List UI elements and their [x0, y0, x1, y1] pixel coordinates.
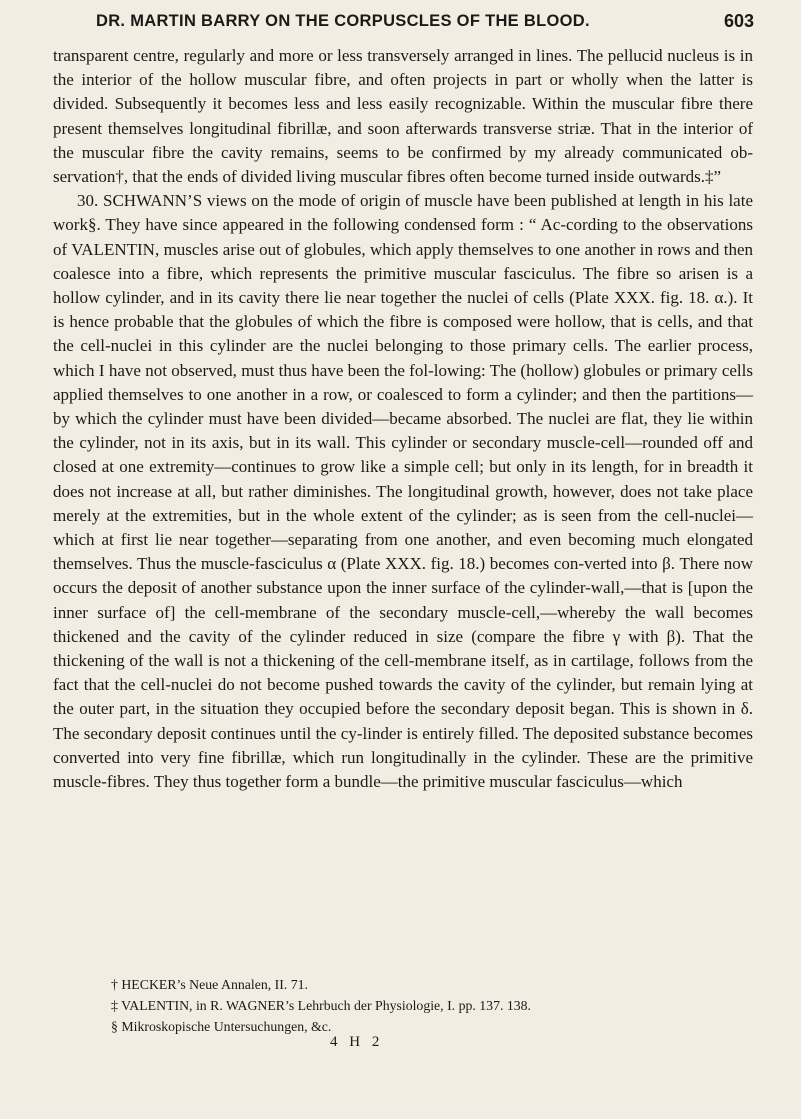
- signature-mark: 4 H 2: [330, 1034, 384, 1050]
- footnote-dagger: † HECKER’s Neue Annalen, II. 71.: [111, 977, 308, 992]
- footnote-double-dagger: ‡ VALENTIN, in R. WAGNER’s Lehrbuch der Physiologie, I. pp. 137. 138.: [111, 998, 532, 1013]
- running-title: DR. MARTIN BARRY ON THE CORPUSCLES OF THE BLOOD.: [96, 12, 590, 30]
- paragraph-section-30: 30. SCHWANN’S views on the mode of origin of muscle have been published at length in his late work§. They have since appeared in the following condensed form : “ Ac-cording to the observations of VALENTIN, muscles arise out of globules, which apply themselves to one another in rows and then coalesce into a fibre, which represents the primitive muscular fasciculus. The fibre so arisen is a hollow cylinder, and in its cavity there lie near together the nuclei of cells (Plate XXX. fig. 18. α.). It is hence probable that the globules of which the fibre is composed were hollow, that is cells, and that the cell-nuclei in this cylinder are the nuclei belonging to those primary cells. The earlier process, which I have not observed, must thus have been the fol-lowing: The (hollow) globules or primary cells applied themselves to one another in a row, or coalesced to form a cylinder; and then the partitions—by which the cylinder must have been divided—became absorbed. The nuclei are flat, they lie within the cylinder, not in its axis, but in its wall. This cylinder or secondary muscle-cell—rounded off and closed at one extremity—continues to grow like a simple cell; but only in its length, for in breadth it does not increase at all, but rather diminishes. The longitudinal growth, however, does not take place merely at the extremities, but in the whole extent of the cylinder; as is seen from the cell-nuclei—which at first lie near together—separating from one another, and even becoming much elongated themselves. Thus the muscle-fasciculus α (Plate XXX. fig. 18.) becomes con-verted into β. There now occurs the deposit of another substance upon the inner surface of the cylinder-wall,—that is [upon the inner surface of] the cell-membrane of the secondary muscle-cell,—whereby the wall becomes thickened and the cavity of the cylinder reduced in size (compare the fibre γ with β). That the thickening of the wall is not a thickening of the cell-membrane itself, as in cartilage, follows from the fact that the cell-nuclei do not become pushed towards the cavity of the cylinder, but remain lying at the outer part, in the situation they occupied before the secondary deposit began. This is shown in δ. The secondary deposit continues until the cy-linder is entirely filled. The deposited substance becomes converted into very fine fibrillæ, which run longitudinally in the cylinder. These are the primitive muscle-fibres. They thus together form a bundle—the primitive muscular fasciculus—which: [53, 191, 753, 792]
- page-number: 603: [723, 11, 754, 31]
- page-header: [84, 10, 754, 34]
- paragraph-continued: transparent centre, regularly and more or less transversely arranged in lines. The pellucid nucleus is in the interior of the hollow muscular fibre, and often projects in part or wholly when the latter is divided. Subsequently it becomes less and less easily recognizable. Within the muscular fibre there present themselves longitudinal fibrillæ, and soon afterwards transverse striæ. That in the interior of the muscular fibre the cavity remains, seems to be confirmed by my already communicated ob-servation†, that the ends of divided living muscular fibres often become turned inside outwards.‡”: [53, 46, 753, 187]
- footnote-section: § Mikroskopische Untersuchungen, &c.: [111, 1019, 332, 1034]
- footnotes: [53, 974, 753, 1037]
- body-text: [53, 44, 753, 794]
